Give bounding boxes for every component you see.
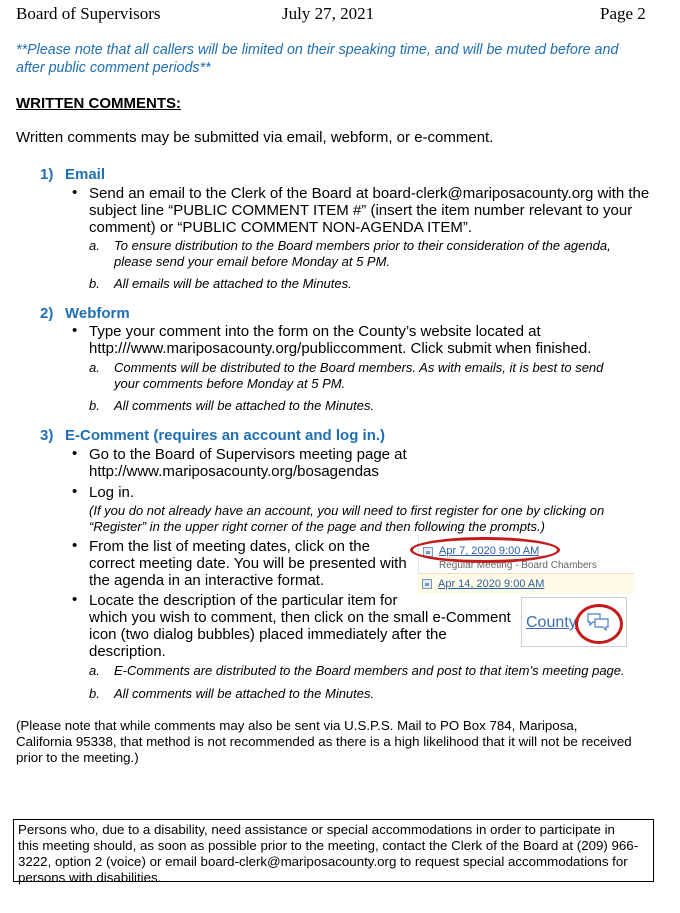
text-line: (Please note that while comments may also be sent via U.S.P.S. Mail to PO Box 784, Mariposa, — [16, 718, 578, 733]
header-board-name: Board of Supervisors — [16, 4, 161, 23]
text-line: your comments before Monday at 5 PM. — [114, 376, 346, 391]
highlight-circle — [575, 604, 623, 644]
text-line: description. — [89, 643, 166, 660]
text-line: prior to the meeting.) — [16, 750, 139, 765]
ecomment-step-go-to-page — [89, 446, 407, 480]
webform-sub-b: All comments will be attached to the Minutes. — [114, 398, 375, 413]
text-line: To ensure distribution to the Board members prior to their consideration of the agenda, — [114, 238, 611, 253]
intro-text: Written comments may be submitted via email, webform, or e-comment. — [16, 129, 494, 146]
ecomment-sub-b: All comments will be attached to the Minutes. — [114, 686, 375, 701]
text-line: Type your comment into the form on the County’s website located at — [89, 323, 541, 340]
text-line: Send an email to the Clerk of the Board at board-clerk@mariposacounty.org with the — [89, 185, 650, 202]
ecomment-sub-b-letter: b. — [89, 686, 100, 701]
ecomment-sub-a: E-Comments are distributed to the Board members and post to that item’s meeting page. — [114, 663, 625, 678]
text-line: From the list of meeting dates, click on the — [89, 538, 370, 555]
email-sub-b: All emails will be attached to the Minutes. — [114, 276, 352, 291]
ecomment-step-login: Log in. — [89, 484, 135, 501]
webform-instructions — [89, 323, 591, 357]
bullet-dot: • — [72, 591, 78, 608]
text-line: California 95338, that method is not recommended as there is a high likelihood that it will not be received — [16, 734, 632, 749]
calendar-icon — [422, 579, 432, 589]
caller-note-line: **Please note that all callers will be limited on their speaking time, and will be muted before and — [16, 42, 619, 58]
text-line: “Register” in the upper right corner of the page and then following the prompts.) — [89, 519, 545, 534]
webform-sub-a-letter: a. — [89, 360, 100, 375]
text-line: http:///www.mariposacounty.org/publiccomment. Click submit when finished. — [89, 340, 592, 357]
text-line: http://www.mariposacounty.org/bosagendas — [89, 463, 379, 480]
text-line: which you wish to comment, then click on the small e-Comment — [89, 609, 511, 626]
email-sub-a-letter: a. — [89, 238, 100, 253]
webform-sub-b-letter: b. — [89, 398, 100, 413]
caller-note-line: after public comment periods** — [16, 60, 211, 76]
email-instructions — [89, 185, 649, 236]
text-line: (If you do not already have an account, you will need to first register for one by clicking on — [89, 503, 605, 518]
bullet-dot: • — [72, 483, 78, 500]
county-link[interactable]: County — [526, 614, 577, 631]
ecomment-sub-a-letter: a. — [89, 663, 100, 678]
webform-title: Webform — [65, 305, 130, 322]
meeting-location-label: Regular Meeting - Board Chambers — [439, 560, 597, 571]
accessibility-notice-box — [13, 819, 654, 885]
ecomment-step-select-date — [89, 538, 407, 589]
webform-number: 2) — [40, 305, 54, 322]
caller-note — [16, 41, 666, 77]
mail-note — [16, 718, 661, 766]
text-line: please send your email before Monday at 5 PM. — [114, 254, 391, 269]
email-title: Email — [65, 166, 106, 183]
header-page-number: Page 2 — [600, 4, 646, 23]
text-line: Comments will be distributed to the Board members. As with emails, it is best to send — [114, 360, 604, 375]
text-line: icon (two dialog bubbles) placed immediately after the — [89, 626, 447, 643]
bullet-dot: • — [72, 445, 78, 462]
text-line: 3222, option 2 (voice) or email board-clerk@mariposacounty.org to request special accommodations for — [18, 854, 628, 869]
text-line: correct meeting date. You will be presented with — [89, 555, 407, 572]
section-heading-written-comments: WRITTEN COMMENTS: — [16, 95, 181, 112]
text-line: Go to the Board of Supervisors meeting page at — [89, 446, 407, 463]
text-line: comment) or “PUBLIC COMMENT NON-AGENDA ITEM”. — [89, 219, 473, 236]
email-sub-b-letter: b. — [89, 276, 100, 291]
text-line: persons with disabilities. — [18, 870, 162, 885]
ecomment-step-locate-item — [89, 592, 511, 660]
meeting-row — [418, 573, 634, 594]
text-line: this meeting should, as soon as possible prior to the meeting, contact the Clerk of the Board at (209) 966- — [18, 838, 639, 853]
ecomment-title: E-Comment (requires an account and log in.) — [65, 427, 386, 444]
bullet-dot: • — [72, 322, 78, 339]
text-line: subject line “PUBLIC COMMENT ITEM #” (insert the item number relevant to your — [89, 202, 633, 219]
bullet-dot: • — [72, 184, 78, 201]
meeting-date-link[interactable]: Apr 14, 2020 9:00 AM — [438, 578, 545, 590]
highlight-circle — [410, 537, 560, 563]
webform-sub-a — [114, 360, 603, 392]
ecomment-number: 3) — [40, 427, 54, 444]
header-date: July 27, 2021 — [282, 4, 375, 23]
text-line: Persons who, due to a disability, need assistance or special accommodations in order to participate in — [18, 822, 615, 837]
ecomment-login-note — [89, 503, 604, 535]
meeting-date-link[interactable]: Apr 7, 2020 9:00 AM — [439, 545, 540, 557]
text-line: the agenda in an interactive format. — [89, 572, 325, 589]
email-number: 1) — [40, 166, 54, 183]
email-sub-a — [114, 238, 611, 270]
text-line: Locate the description of the particular item for — [89, 592, 398, 609]
bullet-dot: • — [72, 537, 78, 554]
